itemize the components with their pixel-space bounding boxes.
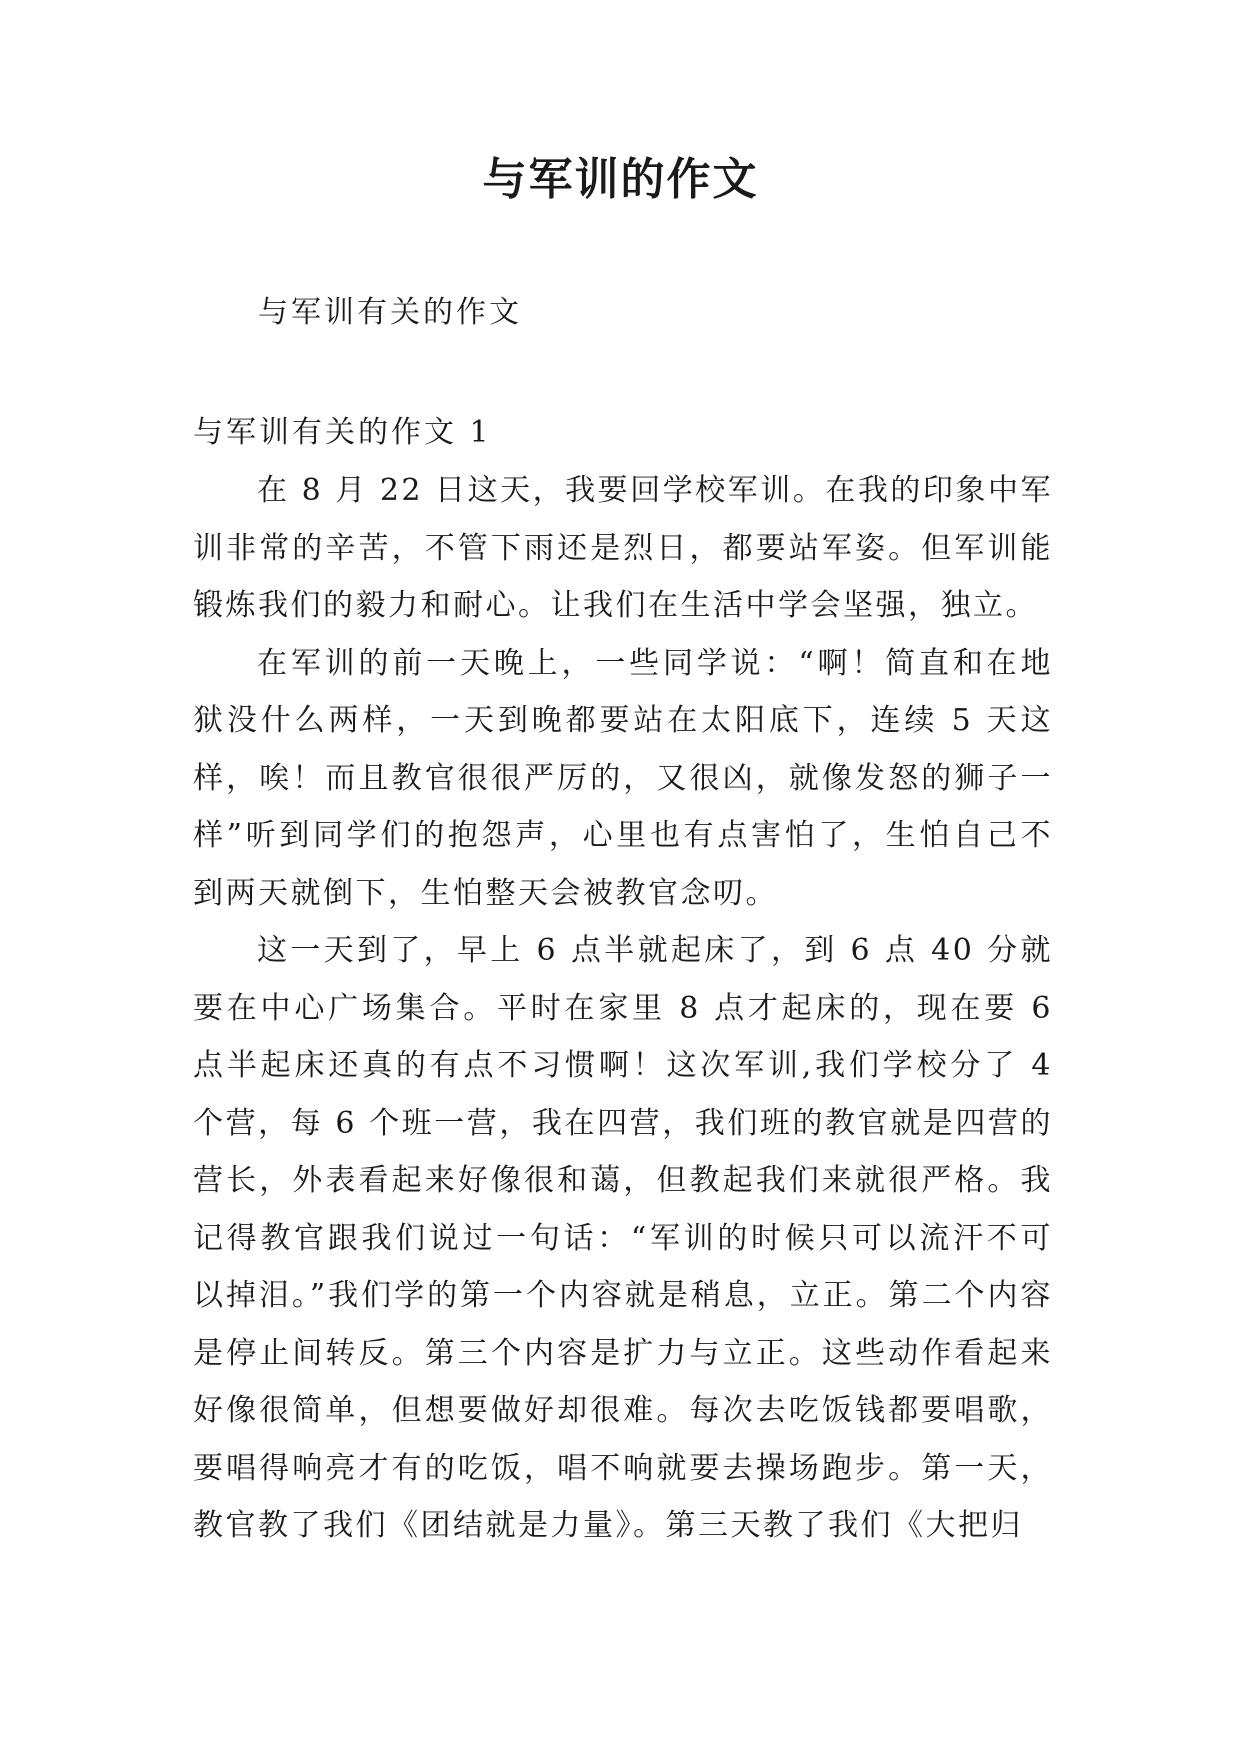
paragraph: 在军训的前一天晚上，一些同学说：“啊！简直和在地狱没什么两样，一天到晚都要站在太阳底下，连续 5 天这样，唉！而且教官很很严厉的，又很凶，就像发怒的狮子一样”听到同学们的抱怨声，心里也有点害怕了，生怕自己不到两天就倒下，生怕整天会被教官念叨。 xyxy=(193,645,1053,911)
paragraph: 这一天到了，早上 6 点半就起床了，到 6 点 40 分就要在中心广场集合。平时在家里 8 点才起床的，现在要 6 点半起床还真的有点不习惯啊！这次军训,我们学校分了 4 个营，每 6 个班一营，我在四营，我们班的教官就是四营的营长，外表看起来好像很和蔼，但教起我们来就很严格。我记得教官跟我们说过一句话：“军训的时候只可以流汗不可以掉泪。”我们学的第一个内容就是稍息，立正。第二个内容是停止间转反。第三个内容是扩力与立正。这些动作看起来好像很简单，但想要做好却很难。每次去吃饭钱都要唱歌，要唱得响亮才有的吃饭，唱不响就要去操场跑步。第一天，教官教了我们《团结就是力量》。第三天教了我们《大把归 xyxy=(193,933,1053,1543)
document-title: 与军训的作文 xyxy=(482,154,759,205)
section-heading: 与军训有关的作文 1 xyxy=(193,415,492,450)
document-subtitle: 与军训有关的作文 xyxy=(258,295,522,330)
body-text xyxy=(193,462,1053,1555)
paragraph: 在 8 月 22 日这天，我要回学校军训。在我的印象中军训非常的辛苦，不管下雨还是烈日，都要站军姿。但军训能锻炼我们的毅力和耐心。让我们在生活中学会坚强，独立。 xyxy=(193,473,1053,623)
